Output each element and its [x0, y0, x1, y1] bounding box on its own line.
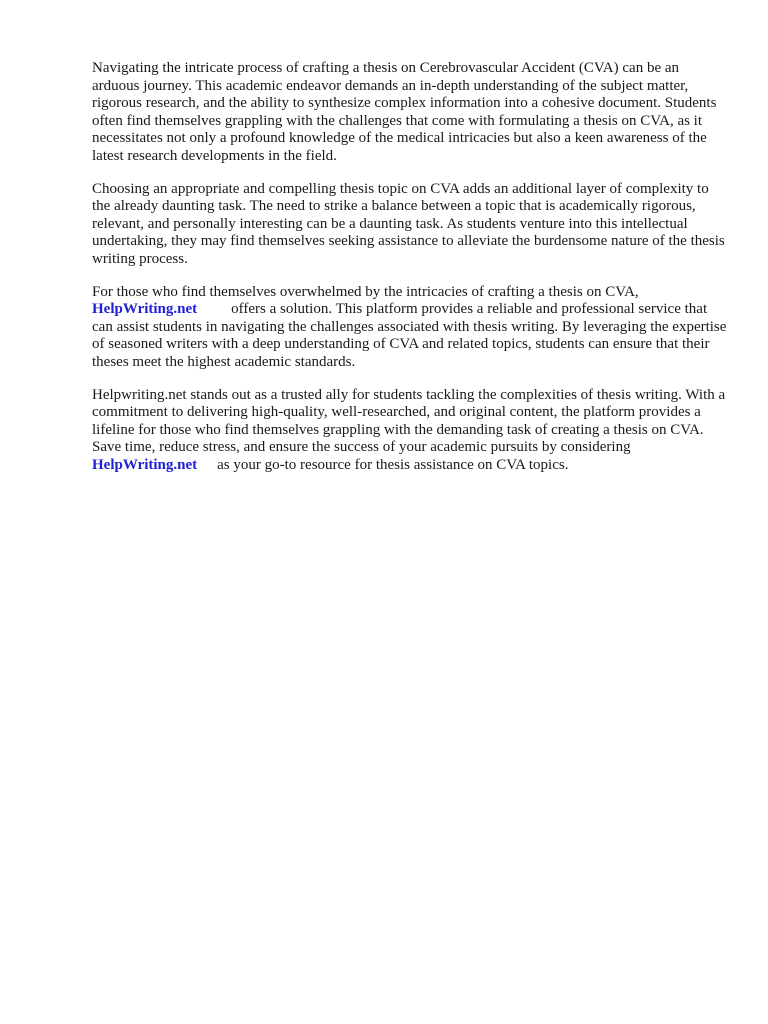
paragraph-solution: [92, 284, 728, 372]
paragraph-solution-text-before: For those who find themselves overwhelmed by the intricacies of crafting a thesis on CVA,: [92, 283, 639, 300]
paragraph-conclusion-text-after: as your go-to resource for thesis assistance on CVA topics.: [217, 456, 569, 473]
paragraph-conclusion-text-before: Helpwriting.net stands out as a trusted ally for students tackling the complexities of thesis writing. With a commitment to delivering high-quality, well-researched, and original content, the platform provides a lifeline for those who find themselves grappling with the demanding task of creating a thesis on CVA. Save time, reduce stress, and ensure the success of your academic pursuits by considering: [92, 386, 726, 456]
helpwriting-link[interactable]: HelpWriting.net: [92, 301, 198, 318]
helpwriting-link-conclusion[interactable]: HelpWriting.net: [92, 456, 198, 473]
paragraph-conclusion: [92, 387, 728, 475]
document-body: [92, 60, 728, 489]
paragraph-intro: Navigating the intricate process of crafting a thesis on Cerebrovascular Accident (CVA) can be an arduous journey. This academic endeavor demands an in-depth understanding of the subject matter, rigorous research, and the ability to synthesize complex information into a cohesive document. Students often find themselves grappling with the challenges that come with formulating a thesis on CVA, as it necessitates not only a profound knowledge of the medical intricacies but also a keen awareness of the latest research developments in the field.: [92, 60, 717, 164]
paragraph-solution-text-after: offers a solution. This platform provides a reliable and professional service that can assist students in navigating the challenges associated with thesis writing. By leveraging the expertise of seasoned writers with a deep understanding of CVA and related topics, students can ensure that their theses meet the highest academic standards.: [92, 301, 727, 370]
paragraph-topic-choice: Choosing an appropriate and compelling thesis topic on CVA adds an additional layer of complexity to the already daunting task. The need to strike a balance between a topic that is academically rigorous, relevant, and personally interesting can be a daunting task. As students venture into this intellectual undertaking, they may find themselves seeking assistance to alleviate the burdensome nature of the thesis writing process.: [92, 180, 725, 267]
